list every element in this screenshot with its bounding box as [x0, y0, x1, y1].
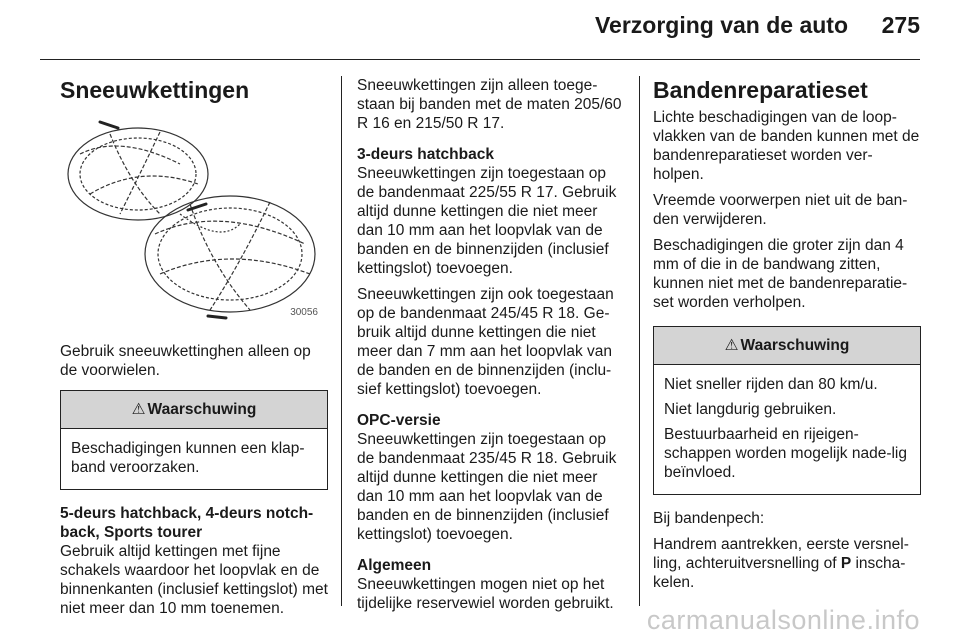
subsection-text-opc: Sneeuwkettingen zijn toegestaan op de bandenmaat 235/45 R 18. Gebruik altijd dunne kettingen die niet meer dan 10 mm aan het loopvlak van de banden en de binnenzijden (inclusief kettingslot) toevoegen. — [357, 431, 617, 543]
warning-line-duration: Niet langdurig gebruiken. — [664, 401, 837, 418]
section-heading-tyre-repair-kit: Bandenreparatieset — [653, 77, 868, 103]
warning-triangle-icon: ⚠ — [724, 337, 739, 354]
warning-header-repair — [654, 327, 920, 365]
repair-paragraph-1: Lichte beschadigingen van de loop-vlakken van de banden kunnen met de bandenreparatieset worden ver-holpen. — [653, 109, 920, 183]
warning-body-repair — [654, 365, 920, 494]
snow-chain-illustration — [60, 114, 322, 324]
warning-text: Beschadigingen kunnen een klap-band veroorzaken. — [71, 440, 305, 476]
column-2 — [357, 76, 627, 620]
warning-line-handling: Bestuurbaarheid en rijeigen-schappen worden mogelijk nade-lig beïnvloed. — [664, 426, 907, 481]
subsection-heading-opc: OPC-versie — [357, 412, 441, 429]
repair-paragraph-2: Vreemde voorwerpen niet uit de ban-den verwijderen. — [653, 192, 908, 228]
subsection-heading-3-door: 3-deurs hatchback — [357, 146, 494, 163]
subsection-text-3-door-2: Sneeuwkettingen zijn ook toegestaan op de bandenmaat 245/45 R 18. Ge-bruik altijd dunne kettingen die niet meer dan 7 mm aan het loopvlak van de banden en de binnenzijden (inclu-sief kettingslot) toevoegen. — [357, 286, 614, 398]
warning-box-repair — [653, 326, 921, 495]
column-1 — [60, 76, 328, 625]
page-header-title: Verzorging van de auto — [594, 12, 848, 38]
subsection-heading-general: Algemeen — [357, 557, 432, 574]
warning-box — [60, 390, 328, 490]
figure-number: 30056 — [290, 307, 318, 318]
subsection-heading-hatchback: 5-deurs hatchback, 4-deurs notch-back, Sports tourer — [60, 505, 314, 541]
subsection-text-hatchback: Gebruik altijd kettingen met fijne schakels waardoor het loopvlak en de binnenkanten (inclusief kettingslot) met niet meer dan 10 mm toenemen. — [60, 543, 328, 617]
flat-tyre-intro: Bij bandenpech: — [653, 510, 765, 527]
flat-tyre-instructions-part-1: Handrem aantrekken, eerste versnel-ling, achteruitversnelling of — [653, 536, 909, 572]
column-divider-2 — [639, 76, 640, 606]
column-3 — [653, 76, 921, 599]
column-divider-1 — [341, 76, 342, 606]
warning-title-repair: Waarschuwing — [740, 337, 850, 354]
repair-paragraph-3: Beschadigingen die groter zijn dan 4 mm of die in de bandwang zitten, kunnen niet met de bandenreparatie-set worden verholpen. — [653, 237, 908, 311]
warning-title: Waarschuwing — [147, 401, 257, 418]
flat-tyre-instructions-part-2: inscha-kelen. — [653, 555, 906, 591]
tyre-sizes-paragraph: Sneeuwkettingen zijn alleen toege-staan bij banden met de maten 205/60 R 16 en 215/50 R 17. — [357, 77, 622, 132]
snow-chain-figure — [60, 114, 322, 324]
subsection-text-general: Sneeuwkettingen mogen niet op het tijdelijke reservewiel worden gebruikt. — [357, 576, 614, 612]
warning-body — [61, 429, 327, 489]
flat-tyre-instructions — [653, 535, 921, 592]
warning-triangle-icon: ⚠ — [131, 401, 146, 418]
watermark: carmanualsonline.info — [646, 605, 920, 635]
header-rule — [40, 59, 920, 60]
subsection-text-3-door-1: Sneeuwkettingen zijn toegestaan op de bandenmaat 225/55 R 17. Gebruik altijd dunne kettingen die niet meer dan 10 mm aan het loopvlak van de banden en de binnenzijden (inclusief kettingslot) toevoegen. — [357, 165, 617, 277]
section-heading-snow-chains: Sneeuwkettingen — [60, 77, 250, 103]
page-number: 275 — [881, 12, 920, 38]
intro-paragraph: Gebruik sneeuwkettinghen alleen op de voorwielen. — [60, 343, 311, 379]
park-gear-letter: P — [840, 555, 852, 572]
warning-line-speed: Niet sneller rijden dan 80 km/u. — [664, 376, 878, 393]
warning-header — [61, 391, 327, 429]
